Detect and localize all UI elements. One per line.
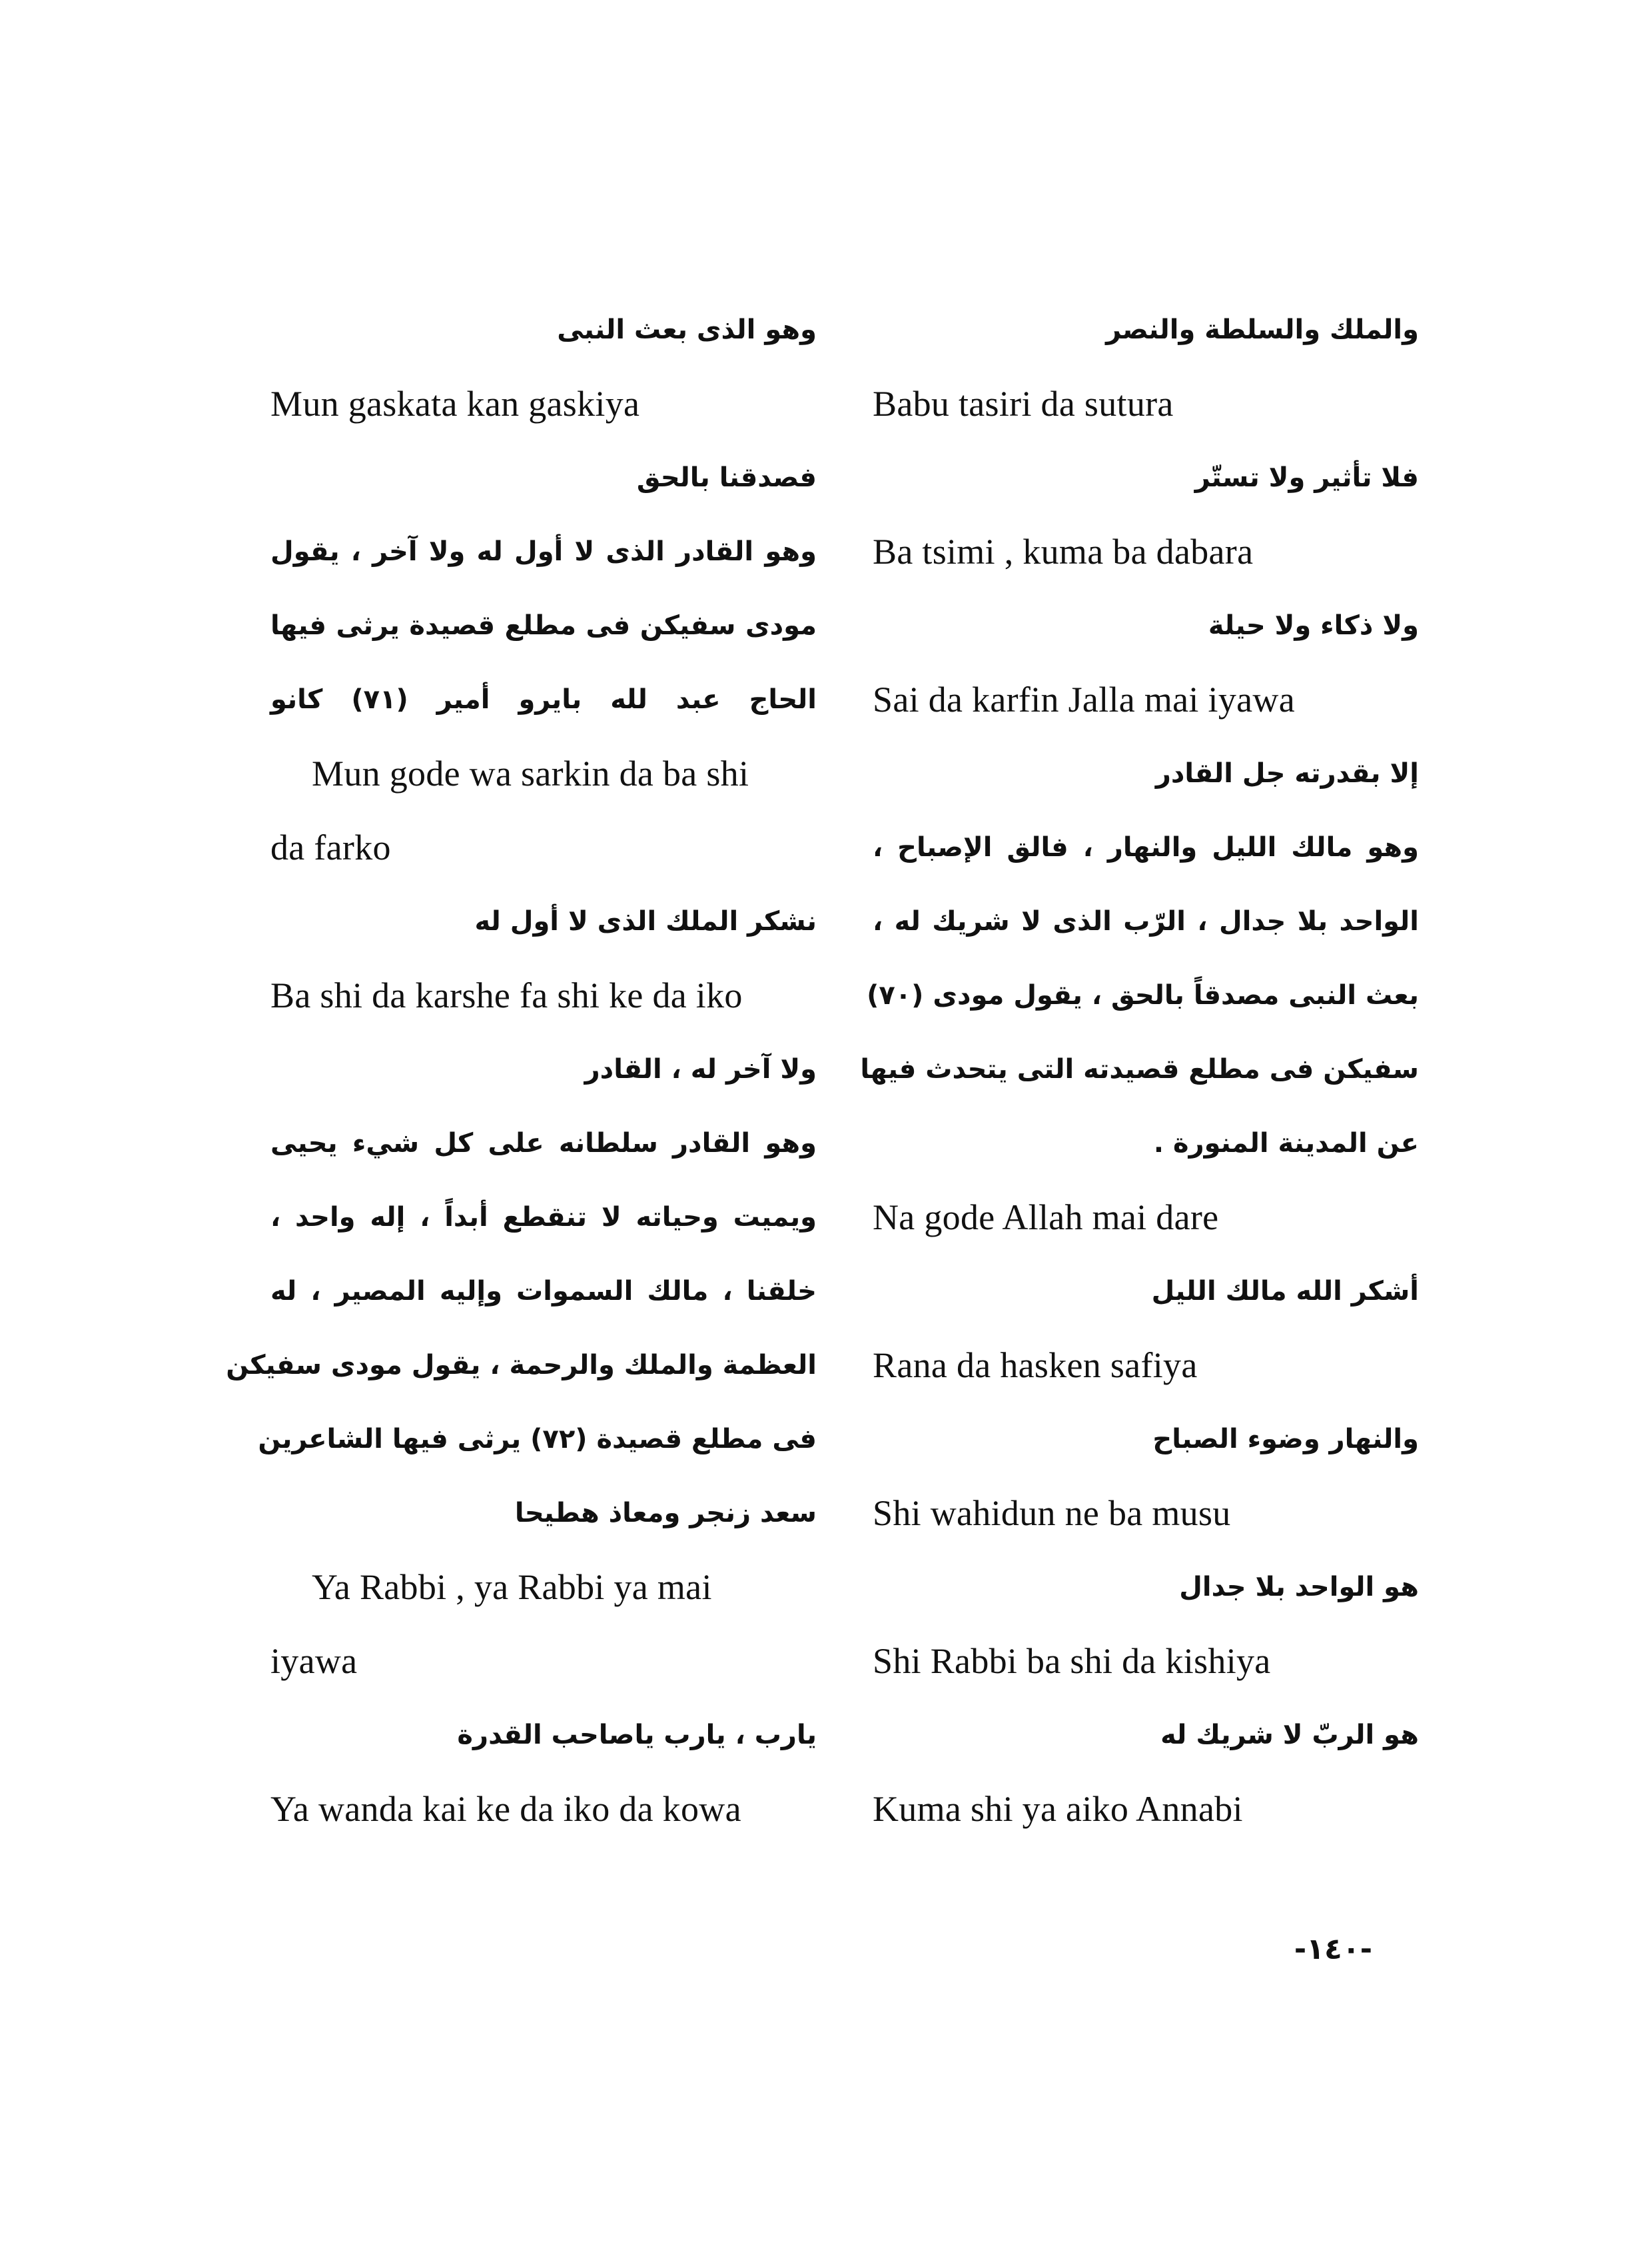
arabic-text-line: عن المدينة المنورة . xyxy=(1153,1128,1419,1159)
page-number: -١٤٠- xyxy=(1294,1932,1372,1966)
hausa-verse-line: Shi wahidun ne ba musu xyxy=(873,1493,1231,1533)
arabic-text-line: والملك والسلطة والنصر xyxy=(1106,314,1419,345)
arabic-text-line: يارب ، يارب ياصاحب القدرة xyxy=(457,1720,817,1750)
arabic-text-line: ولا ذكاء ولا حيلة xyxy=(1208,610,1419,641)
hausa-verse-line: Shi Rabbi ba shi da kishiya xyxy=(873,1641,1271,1681)
arabic-text-line: فصدقنا بالحق xyxy=(636,462,817,493)
arabic-text-line: نشكر الملك الذى لا أول له xyxy=(474,906,817,937)
hausa-verse-line: Na gode Allah mai dare xyxy=(873,1197,1219,1237)
hausa-verse-line: Ya wanda kai ke da iko da kowa xyxy=(270,1789,741,1829)
arabic-text-line: خلقنا ، مالك السموات وإليه المصير ، له xyxy=(270,1276,817,1307)
hausa-verse-line: Mun gode wa sarkin da ba shi xyxy=(312,754,749,794)
hausa-verse-line: Sai da karfin Jalla mai iyawa xyxy=(873,680,1295,720)
arabic-text-line: العظمة والملك والرحمة ، يقول مودى سفيكن xyxy=(226,1350,817,1381)
arabic-text-line: والنهار وضوء الصباح xyxy=(1152,1424,1419,1454)
arabic-text-line: الحاج عبد لله بايرو أمير (٧١) كانو xyxy=(270,684,817,715)
arabic-text-line: هو الواحد بلا جدال xyxy=(1179,1572,1419,1602)
arabic-text-line: سعد زنجر ومعاذ هطيحا xyxy=(514,1498,817,1528)
hausa-verse-line: Mun gaskata kan gaskiya xyxy=(270,384,640,424)
arabic-text-line: هو الربّ لا شريك له xyxy=(1160,1720,1419,1750)
hausa-verse-line: Rana da hasken safiya xyxy=(873,1345,1198,1385)
arabic-text-line: وهو الذى بعث النبى xyxy=(557,314,817,345)
hausa-verse-line: Kuma shi ya aiko Annabi xyxy=(873,1789,1243,1829)
arabic-text-line: فى مطلع قصيدة (٧٢) يرثى فيها الشاعرين xyxy=(258,1424,817,1454)
arabic-text-line: وهو القادر الذى لا أول له ولا آخر ، يقول xyxy=(270,536,817,567)
arabic-text-line: أشكر الله مالك الليل xyxy=(1151,1276,1419,1307)
arabic-text-line: بعث النبى مصدقاً بالحق ، يقول مودى (٧٠) xyxy=(867,980,1419,1011)
arabic-text-line: ويميت وحياته لا تنقطع أبداً ، إله واحد ، xyxy=(270,1202,817,1233)
arabic-text-line: الواحد بلا جدال ، الرّب الذى لا شريك له ، xyxy=(873,906,1419,937)
arabic-text-line: وهو مالك الليل والنهار ، فالق الإصباح ، xyxy=(873,832,1419,863)
arabic-text-line: ولا آخر له ، القادر xyxy=(584,1054,817,1085)
hausa-verse-line: Babu tasiri da sutura xyxy=(873,384,1174,424)
hausa-verse-line: Ba tsimi , kuma ba dabara xyxy=(873,532,1254,572)
arabic-text-line: فلا تأثير ولا تستّر xyxy=(1194,462,1419,493)
hausa-verse-line: iyawa xyxy=(270,1641,358,1681)
hausa-verse-line: da farko xyxy=(270,828,391,867)
arabic-text-line: مودى سفيكن فى مطلع قصيدة يرثى فيها xyxy=(270,610,817,641)
arabic-text-line: وهو القادر سلطانه على كل شيء يحيى xyxy=(270,1128,817,1159)
hausa-verse-line: Ba shi da karshe fa shi ke da iko xyxy=(270,975,743,1015)
hausa-verse-line: Ya Rabbi , ya Rabbi ya mai xyxy=(312,1567,712,1607)
right-column xyxy=(860,293,1419,1846)
arabic-text-line: سفيكن فى مطلع قصيدته التى يتحدث فيها xyxy=(860,1054,1419,1085)
arabic-text-line: إلا بقدرته جل القادر xyxy=(1155,758,1419,789)
left-column xyxy=(226,293,817,1846)
